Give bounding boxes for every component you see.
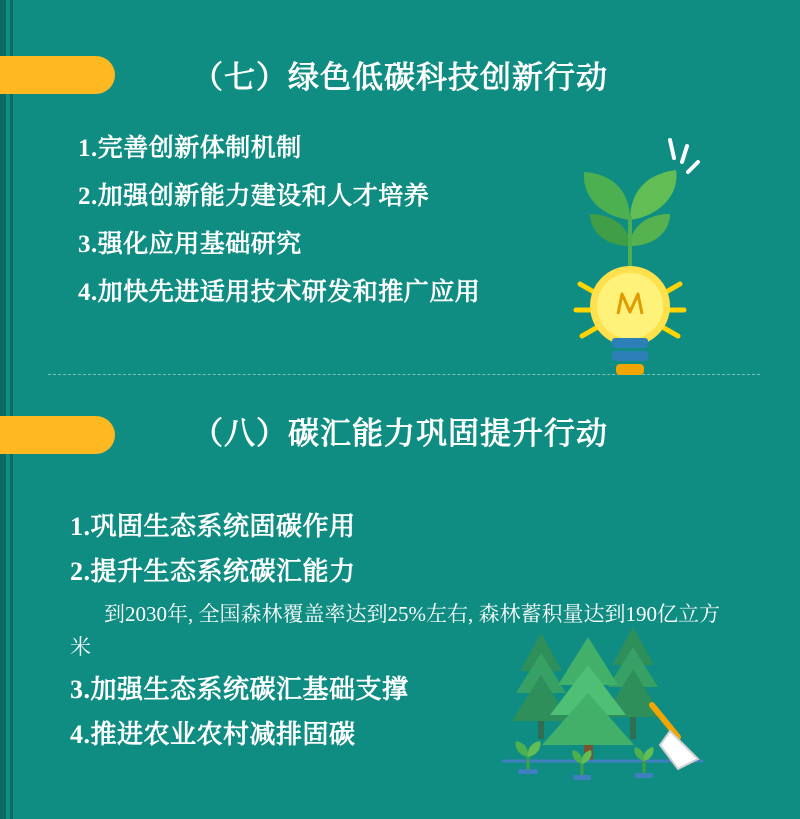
list-item: 2.提升生态系统碳汇能力 <box>70 557 356 587</box>
list-item: 1.巩固生态系统固碳作用 <box>70 512 356 542</box>
list-item: 1.完善创新体制机制 <box>78 135 302 163</box>
list-item: 4.推进农业农村减排固碳 <box>70 720 356 750</box>
list-item: 4.加快先进适用技术研发和推广应用 <box>78 279 481 307</box>
forest-trees-icon <box>502 609 762 809</box>
section-eight <box>0 400 800 819</box>
section-eight-title: （八）碳汇能力巩固提升行动 <box>192 416 608 451</box>
list-item: 3.强化应用基础研究 <box>78 231 302 259</box>
list-item: 2.加强创新能力建设和人才培养 <box>78 183 430 211</box>
section-eight-note: 到2030年, 全国森林覆盖率达到25%左右, 森林蓄积量达到190亿立方米 <box>70 602 720 659</box>
lightbulb-sprout-icon <box>544 128 714 378</box>
section-seven-title: （七）绿色低碳科技创新行动 <box>192 60 608 95</box>
list-item: 3.加强生态系统碳汇基础支撑 <box>70 675 409 705</box>
section-seven <box>0 40 800 370</box>
